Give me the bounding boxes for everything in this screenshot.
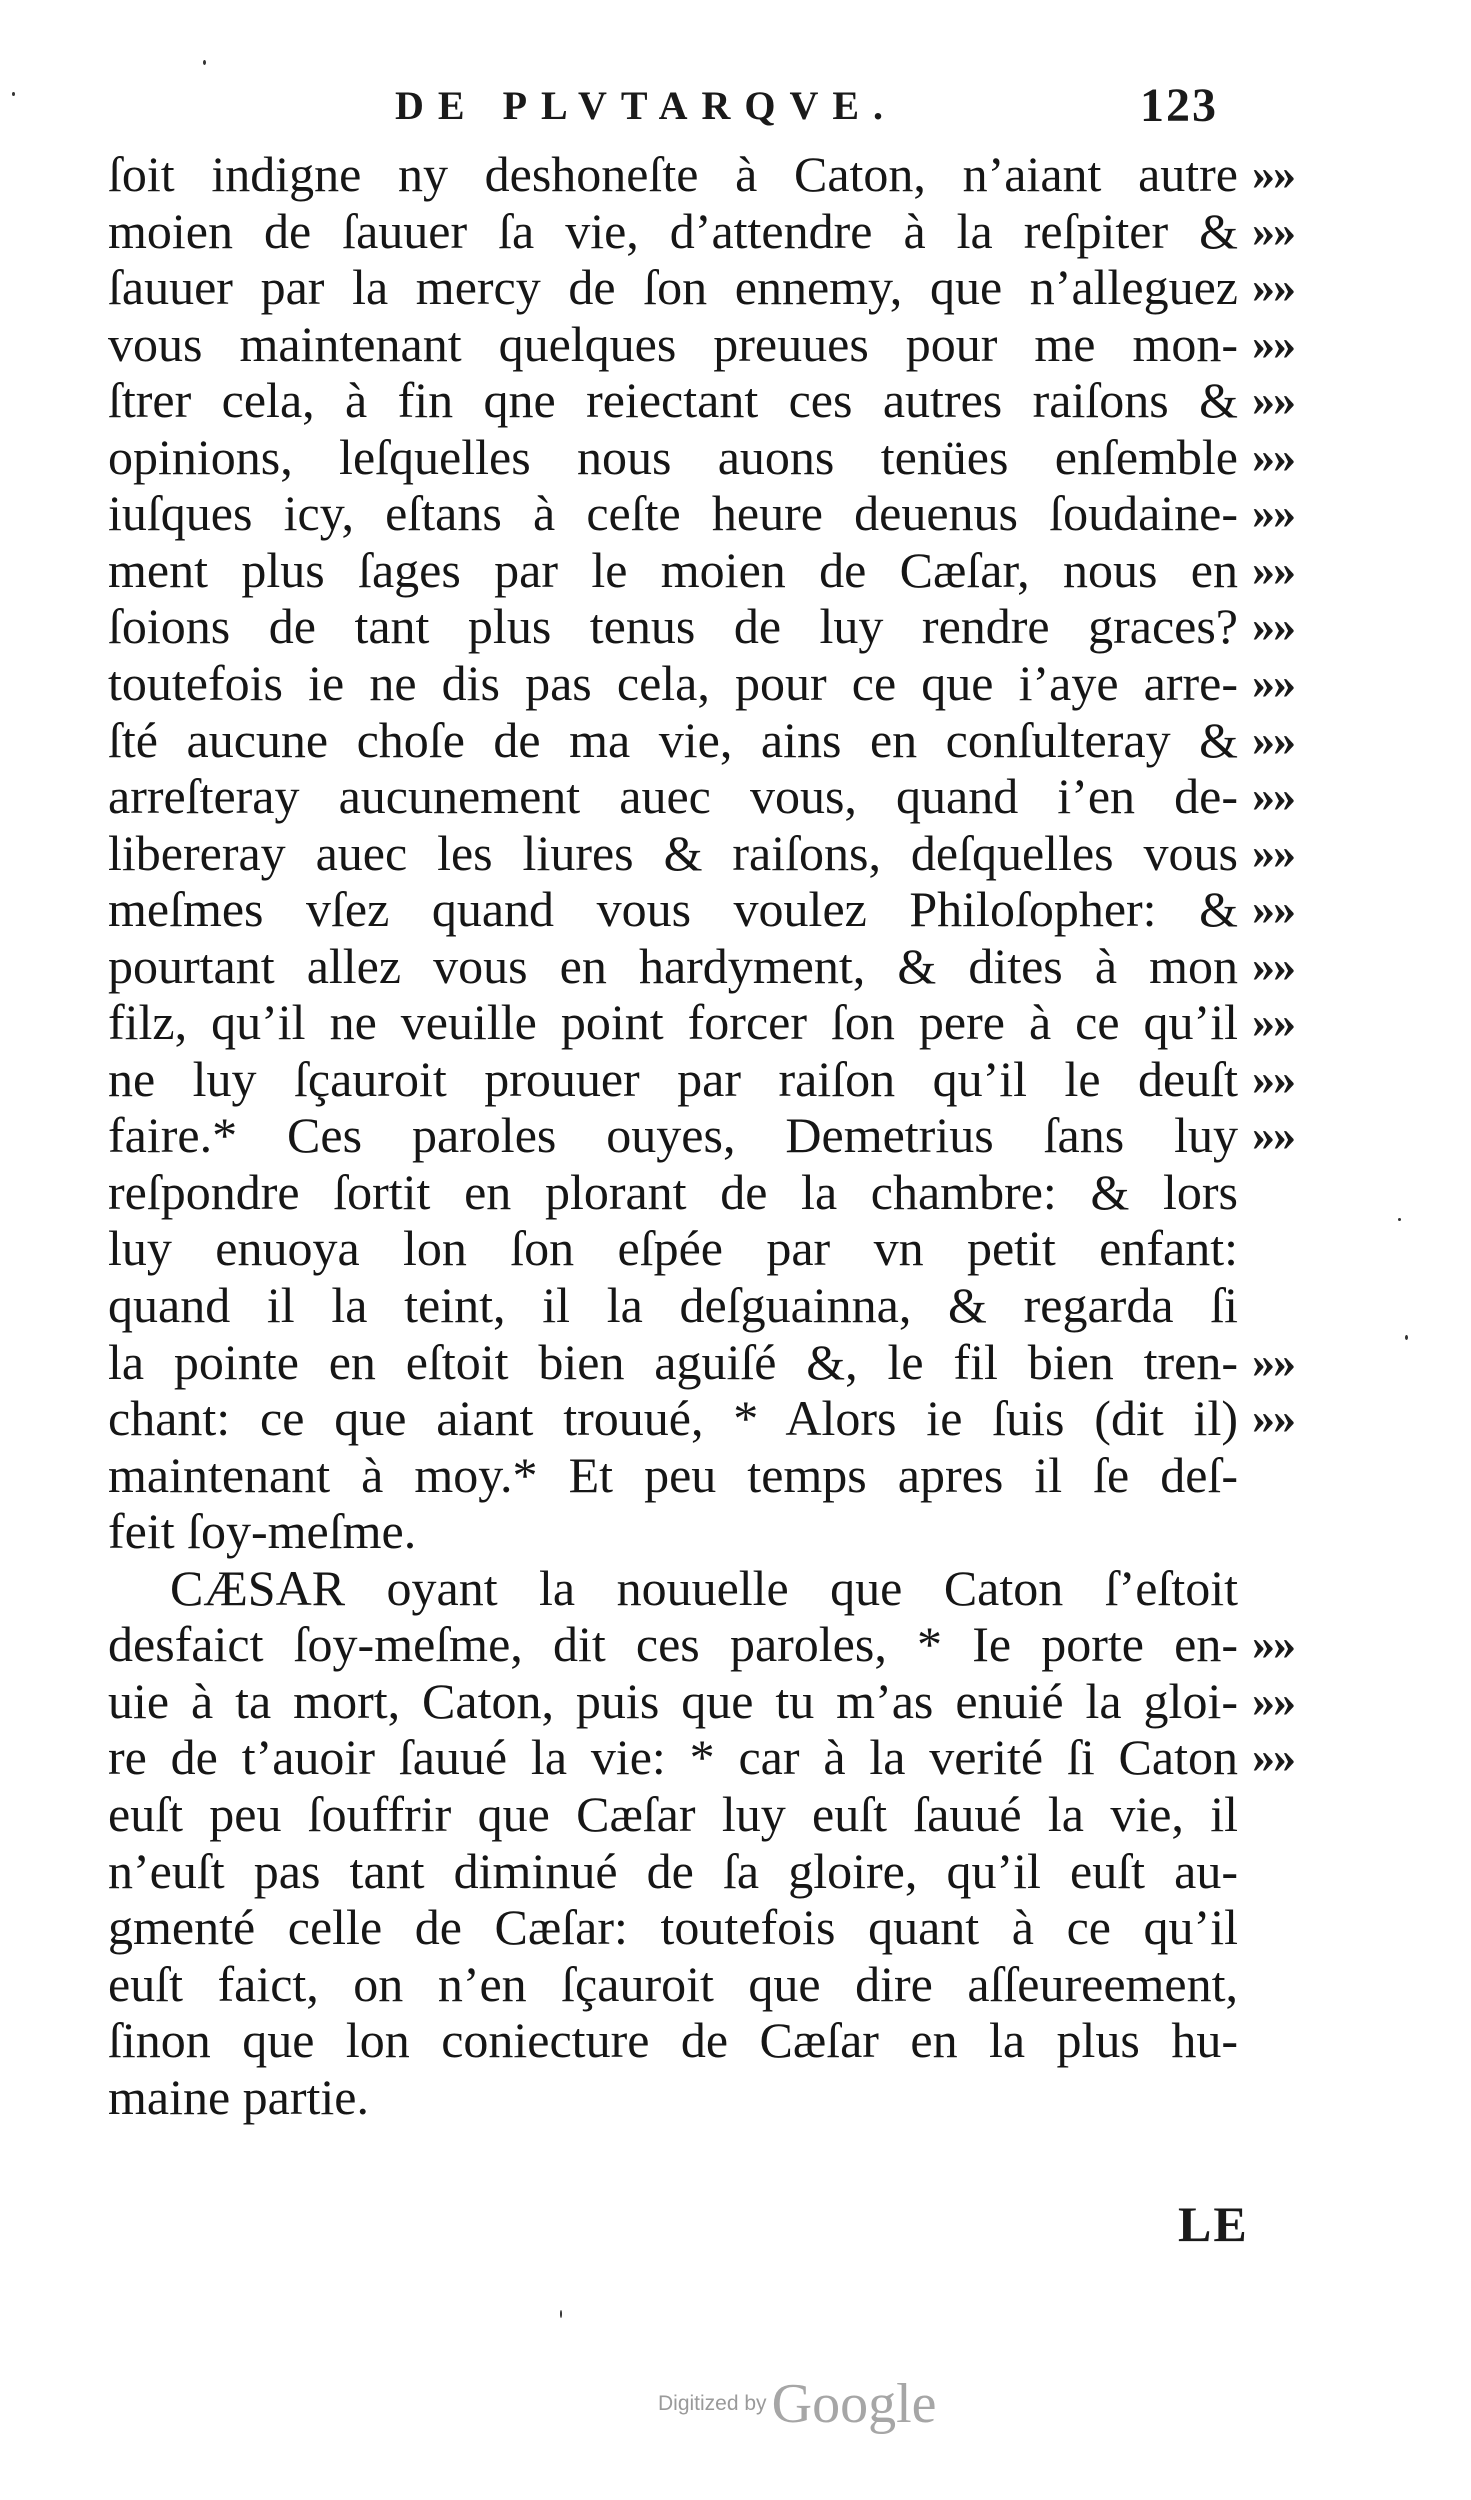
quotation-mark: »» xyxy=(1252,1109,1294,1161)
line-text: filz, qu’il ne veuille point forcer ſon pere à ce qu’il xyxy=(108,994,1238,1051)
line-text: reſpondre ſortit en plorant de la chambre: & lors xyxy=(108,1163,1238,1220)
running-title: DE PLVTARQVE. xyxy=(395,83,898,128)
text-line xyxy=(0,259,1471,315)
ink-speck xyxy=(1405,1335,1408,1340)
line-text: ſoit indigne ny deshoneſte à Caton, n’aiant autre xyxy=(108,146,1238,202)
text-line xyxy=(0,994,1471,1050)
quotation-mark: »» xyxy=(1252,430,1294,482)
line-text: euſt peu ſouffrir que Cæſar luy euſt ſauué la vie, il xyxy=(108,1785,1238,1842)
text-line xyxy=(0,203,1471,259)
text-line xyxy=(0,655,1471,711)
quotation-mark: »» xyxy=(1252,826,1294,878)
text-line xyxy=(0,712,1471,768)
line-text: ſinon que lon coniecture de Cæſar en la plus hu- xyxy=(108,2012,1238,2069)
quotation-mark: »» xyxy=(1252,883,1294,935)
text-line xyxy=(0,825,1471,881)
line-text: vous maintenant quelques preuues pour me mon- xyxy=(108,315,1238,372)
line-text: chant: ce que aiant trouué, * Alors ie ſuis (dit il) xyxy=(108,1390,1238,1447)
quotation-mark: »» xyxy=(1252,996,1294,1048)
catchword: LE xyxy=(1178,2196,1249,2252)
google-logo: Google xyxy=(771,2373,937,2435)
line-text: uie à ta mort, Caton, puis que tu m’as enuié la gloi- xyxy=(108,1672,1238,1729)
line-text: ſauuer par la mercy de ſon ennemy, que n’alleguez xyxy=(108,259,1238,316)
text-line xyxy=(0,1390,1471,1446)
quotation-mark: »» xyxy=(1252,713,1294,765)
quotation-mark: »» xyxy=(1252,1674,1294,1726)
text-line xyxy=(0,1220,1471,1276)
line-text: meſmes vſez quand vous voulez Philoſopher: & xyxy=(108,881,1238,938)
line-text: pourtant allez vous en hardyment, & dites à mon xyxy=(108,937,1238,994)
text-line xyxy=(0,2012,1471,2068)
ink-speck xyxy=(1398,1218,1401,1221)
text-line xyxy=(0,1729,1471,1785)
line-text: la pointe en eſtoit bien aguiſé &, le fil bien tren- xyxy=(108,1333,1238,1390)
line-text: libereray auec les liures & raiſons, deſquelles vous xyxy=(108,824,1238,881)
text-line xyxy=(0,316,1471,372)
text-line xyxy=(0,1334,1471,1390)
line-text: desfaict ſoy-meſme, dit ces paroles, * Ie porte en- xyxy=(108,1616,1238,1673)
quotation-mark: »» xyxy=(1252,770,1294,822)
quotation-mark: »» xyxy=(1252,374,1294,426)
digitized-watermark xyxy=(658,2372,937,2436)
quotation-mark: »» xyxy=(1252,317,1294,369)
text-line xyxy=(0,1447,1471,1503)
quotation-mark: »» xyxy=(1252,487,1294,539)
page-number: 123 xyxy=(1140,79,1218,132)
line-text: n’euſt pas tant diminué de ſa gloire, qu’il euſt au- xyxy=(108,1842,1238,1899)
line-text: iuſques icy, eſtans à ceſte heure deuenus ſoudaine- xyxy=(108,485,1238,542)
quotation-mark: »» xyxy=(1252,1731,1294,1783)
ink-speck xyxy=(560,2310,562,2318)
line-text: ſté aucune choſe de ma vie, ains en conſulteray & xyxy=(108,711,1238,768)
line-text: euſt faict, on n’en ſçauroit que dire aſſeureement, xyxy=(108,1955,1238,2012)
line-text: toutefois ie ne dis pas cela, pour ce que i’aye arre- xyxy=(108,654,1238,711)
text-line xyxy=(0,485,1471,541)
text-line xyxy=(0,1956,1471,2012)
line-text: ſtrer cela, à fin qne reiectant ces autres raiſons & xyxy=(108,372,1238,429)
text-line xyxy=(0,372,1471,428)
text-line xyxy=(0,1051,1471,1107)
quotation-mark: »» xyxy=(1252,1392,1294,1444)
line-text: CÆSAR oyant la nouuelle que Caton ſ’eſtoit xyxy=(170,1559,1238,1616)
line-text: luy enuoya lon ſon eſpée par vn petit enfant: xyxy=(108,1220,1238,1277)
line-text: quand il la teint, il la deſguainna, & regarda ſi xyxy=(108,1277,1238,1333)
ink-speck xyxy=(12,92,15,96)
quotation-mark: »» xyxy=(1252,204,1294,256)
text-line xyxy=(0,1843,1471,1899)
text-line xyxy=(0,542,1471,598)
line-text: ſoions de tant plus tenus de luy rendre graces? xyxy=(108,598,1238,655)
text-line xyxy=(0,938,1471,994)
line-text: arreſteray aucunement auec vous, quand i’en de- xyxy=(108,768,1238,825)
watermark-prefix: Digitized by xyxy=(658,2392,767,2415)
line-text: faire.* Ces paroles ouyes, Demetrius ſans luy xyxy=(108,1107,1238,1164)
text-line xyxy=(0,429,1471,485)
text-line xyxy=(0,598,1471,654)
line-text: maine partie. xyxy=(108,2068,369,2125)
quotation-mark: »» xyxy=(1252,1052,1294,1104)
quotation-mark: »» xyxy=(1252,1618,1294,1670)
text-line xyxy=(0,1107,1471,1163)
text-line xyxy=(0,146,1471,202)
line-text: gmenté celle de Cæſar: toutefois quant à ce qu’il xyxy=(108,1899,1238,1956)
line-text: ment plus ſages par le moien de Cæſar, nous en xyxy=(108,541,1238,598)
line-text: ne luy ſçauroit prouuer par raiſon qu’il le deuſt xyxy=(108,1050,1238,1107)
quotation-mark: »» xyxy=(1252,600,1294,652)
text-line xyxy=(0,1560,1471,1616)
quotation-mark: »» xyxy=(1252,939,1294,991)
text-line xyxy=(0,1786,1471,1842)
quotation-mark: »» xyxy=(1252,261,1294,313)
line-text: opinions, leſquelles nous auons tenües enſemble xyxy=(108,428,1238,485)
line-text: maintenant à moy.* Et peu temps apres il ſe deſ- xyxy=(108,1446,1238,1503)
quotation-mark: »» xyxy=(1252,543,1294,595)
line-text: re de t’auoir ſauué la vie: * car à la verité ſi Caton xyxy=(108,1729,1238,1786)
ink-speck xyxy=(203,60,206,65)
text-line xyxy=(0,881,1471,937)
line-text: feit ſoy-meſme. xyxy=(108,1503,417,1560)
text-line xyxy=(0,1616,1471,1672)
quotation-mark: »» xyxy=(1252,1335,1294,1387)
text-line xyxy=(0,1503,1471,1559)
quotation-mark: »» xyxy=(1252,148,1294,199)
line-text: moien de ſauuer ſa vie, d’attendre à la reſpiter & xyxy=(108,202,1238,259)
text-line xyxy=(0,2069,1471,2125)
text-line xyxy=(0,1277,1471,1333)
text-line xyxy=(0,1673,1471,1729)
text-line xyxy=(0,768,1471,824)
text-line xyxy=(0,1899,1471,1955)
quotation-mark: »» xyxy=(1252,656,1294,708)
text-line xyxy=(0,1164,1471,1220)
